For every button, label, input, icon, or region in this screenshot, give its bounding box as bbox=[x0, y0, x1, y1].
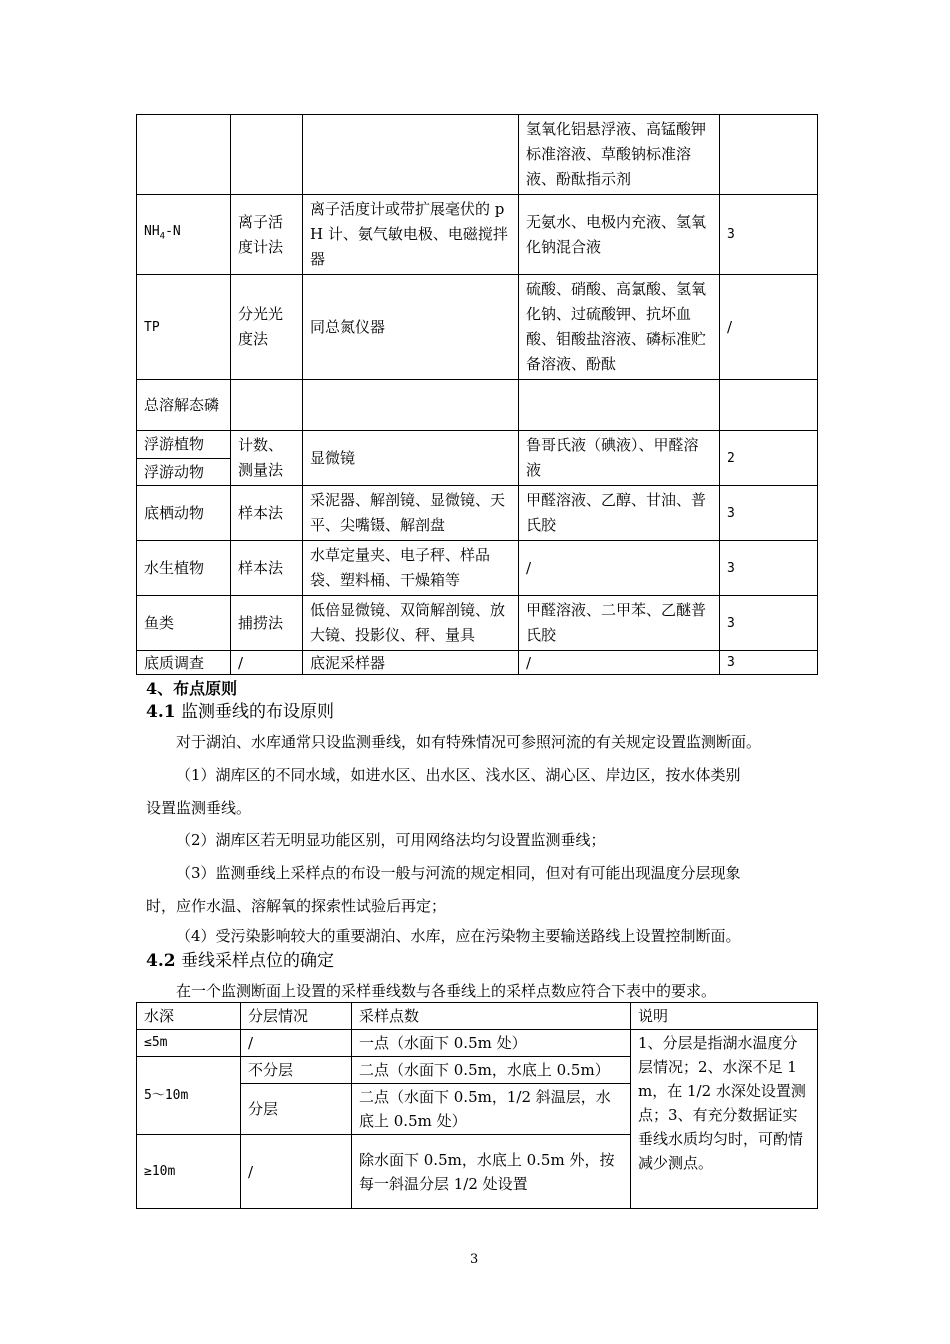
cell-instruments: 显微镜 bbox=[303, 431, 519, 486]
cell-method: 分光光度法 bbox=[231, 275, 303, 380]
header-notes: 说明 bbox=[631, 1003, 818, 1030]
cell-item: TP bbox=[137, 275, 231, 380]
table-row bbox=[137, 431, 818, 459]
cell-depth: 5～10m bbox=[137, 1057, 241, 1135]
cell-reagents: / bbox=[519, 651, 720, 675]
cell-item: 底栖动物 bbox=[137, 486, 231, 541]
subsection-number: 4.1 bbox=[146, 702, 176, 722]
cell-reagents: 氢氧化铝悬浮液、高锰酸钾标准溶液、草酸钠标准溶液、酚酞指示剂 bbox=[519, 115, 720, 195]
page-number: 3 bbox=[470, 1252, 479, 1267]
cell-method bbox=[231, 380, 303, 431]
header-points: 采样点数 bbox=[352, 1003, 631, 1030]
cell-count: 3 bbox=[720, 651, 818, 675]
cell-count: 3 bbox=[720, 541, 818, 596]
cell-count: 3 bbox=[720, 195, 818, 275]
paragraph: 对于湖泊、水库通常只设监测垂线，如有特殊情况可参照河流的有关规定设置监测断面。 bbox=[176, 733, 762, 751]
table-row bbox=[137, 380, 818, 431]
subsection-heading-4-2 bbox=[146, 946, 334, 971]
cell-count bbox=[720, 115, 818, 195]
table-row bbox=[137, 275, 818, 380]
cell-count bbox=[720, 380, 818, 431]
paragraph: （1）湖库区的不同水域，如进水区、出水区、浅水区、湖心区、岸边区，按水体类别 bbox=[176, 766, 741, 784]
paragraph: 时，应作水温、溶解氧的探索性试验后再定； bbox=[146, 897, 447, 915]
subsection-heading-4-1 bbox=[146, 697, 334, 722]
equipment-table bbox=[136, 114, 818, 675]
table-row bbox=[137, 651, 818, 675]
paragraph: （4）受污染影响较大的重要湖泊、水库，应在污染物主要输送路线上设置控制断面。 bbox=[176, 927, 741, 945]
nh4-tail: -N bbox=[165, 224, 181, 240]
cell-item: 底质调查 bbox=[137, 651, 231, 675]
cell-instruments: 同总氮仪器 bbox=[303, 275, 519, 380]
header-layer: 分层情况 bbox=[241, 1003, 352, 1030]
table-row bbox=[137, 541, 818, 596]
subsection-title: 监测垂线的布设原则 bbox=[180, 702, 334, 722]
cell-instruments: 低倍显微镜、双筒解剖镜、放大镜、投影仪、秤、量具 bbox=[303, 596, 519, 651]
table-row bbox=[137, 1030, 818, 1057]
cell-reagents: 甲醛溶液、二甲苯、乙醚普氏胶 bbox=[519, 596, 720, 651]
cell-count: / bbox=[720, 275, 818, 380]
cell-layer: 不分层 bbox=[241, 1057, 352, 1084]
subsection-number: 4.2 bbox=[146, 951, 176, 971]
cell-reagents: 硫酸、硝酸、高氯酸、氢氧化钠、过硫酸钾、抗坏血酸、钼酸盐溶液、磷标准贮备溶液、酚酞 bbox=[519, 275, 720, 380]
cell-method: 离子活度计法 bbox=[231, 195, 303, 275]
cell-layer: 分层 bbox=[241, 1084, 352, 1135]
cell-item bbox=[137, 115, 231, 195]
cell-item: 浮游植物 bbox=[137, 431, 231, 459]
cell-item: 水生植物 bbox=[137, 541, 231, 596]
paragraph: （3）监测垂线上采样点的布设一般与河流的规定相同，但对有可能出现温度分层现象 bbox=[176, 864, 741, 882]
cell-reagents: / bbox=[519, 541, 720, 596]
cell-method: 计数、测量法 bbox=[231, 431, 303, 486]
sampling-point-table bbox=[136, 1002, 818, 1209]
subsection-title: 垂线采样点位的确定 bbox=[180, 951, 334, 971]
cell-layer: / bbox=[241, 1030, 352, 1057]
cell-method: 样本法 bbox=[231, 541, 303, 596]
cell-instruments: 水草定量夹、电子秤、样品袋、塑料桶、干燥箱等 bbox=[303, 541, 519, 596]
cell-instruments bbox=[303, 115, 519, 195]
cell-reagents: 无氨水、电极内充液、氢氧化钠混合液 bbox=[519, 195, 720, 275]
table-row bbox=[137, 195, 818, 275]
table-row bbox=[137, 596, 818, 651]
table-row bbox=[137, 486, 818, 541]
cell-instruments: 采泥器、解剖镜、显微镜、天平、尖嘴镊、解剖盘 bbox=[303, 486, 519, 541]
cell-item bbox=[137, 195, 231, 275]
header-depth: 水深 bbox=[137, 1003, 241, 1030]
cell-reagents: 鲁哥氏液（碘液）、甲醛溶液 bbox=[519, 431, 720, 486]
paragraph: 设置监测垂线。 bbox=[146, 799, 252, 817]
cell-instruments: 底泥采样器 bbox=[303, 651, 519, 675]
nh4-main: NH bbox=[144, 224, 160, 240]
cell-layer: / bbox=[241, 1135, 352, 1209]
cell-method: 样本法 bbox=[231, 486, 303, 541]
cell-points: 除水面下 0.5m，水底上 0.5m 外，按每一斜温分层 1/2 处设置 bbox=[352, 1135, 631, 1209]
cell-depth: ≤5m bbox=[137, 1030, 241, 1057]
cell-points: 一点（水面下 0.5m 处） bbox=[352, 1030, 631, 1057]
paragraph: 在一个监测断面上设置的采样垂线数与各垂线上的采样点数应符合下表中的要求。 bbox=[176, 982, 717, 1000]
nh4-subscript: 4 bbox=[159, 231, 166, 242]
cell-points: 二点（水面下 0.5m，1/2 斜温层，水底上 0.5m 处） bbox=[352, 1084, 631, 1135]
cell-method: 捕捞法 bbox=[231, 596, 303, 651]
cell-method: / bbox=[231, 651, 303, 675]
cell-points: 二点（水面下 0.5m，水底上 0.5m） bbox=[352, 1057, 631, 1084]
cell-count: 3 bbox=[720, 596, 818, 651]
cell-item: 总溶解态磷 bbox=[137, 380, 231, 431]
cell-reagents bbox=[519, 380, 720, 431]
section-heading: 4、布点原则 bbox=[146, 679, 238, 698]
table-row bbox=[137, 115, 818, 195]
cell-reagents: 甲醛溶液、乙醇、甘油、普氏胶 bbox=[519, 486, 720, 541]
cell-count: 3 bbox=[720, 486, 818, 541]
cell-method bbox=[231, 115, 303, 195]
table-header-row bbox=[137, 1003, 818, 1030]
paragraph: （2）湖库区若无明显功能区别，可用网络法均匀设置监测垂线； bbox=[176, 831, 606, 849]
cell-count: 2 bbox=[720, 431, 818, 486]
cell-depth: ≥10m bbox=[137, 1135, 241, 1209]
cell-instruments bbox=[303, 380, 519, 431]
cell-item: 浮游动物 bbox=[137, 458, 231, 486]
cell-instruments: 离子活度计或带扩展毫伏的 pH 计、氨气敏电极、电磁搅拌器 bbox=[303, 195, 519, 275]
cell-item: 鱼类 bbox=[137, 596, 231, 651]
cell-notes: 1、分层是指湖水温度分层情况；2、水深不足 1m，在 1/2 水深处设置测点；3、有充分数据证实垂线水质均匀时，可酌情减少测点。 bbox=[631, 1030, 818, 1209]
